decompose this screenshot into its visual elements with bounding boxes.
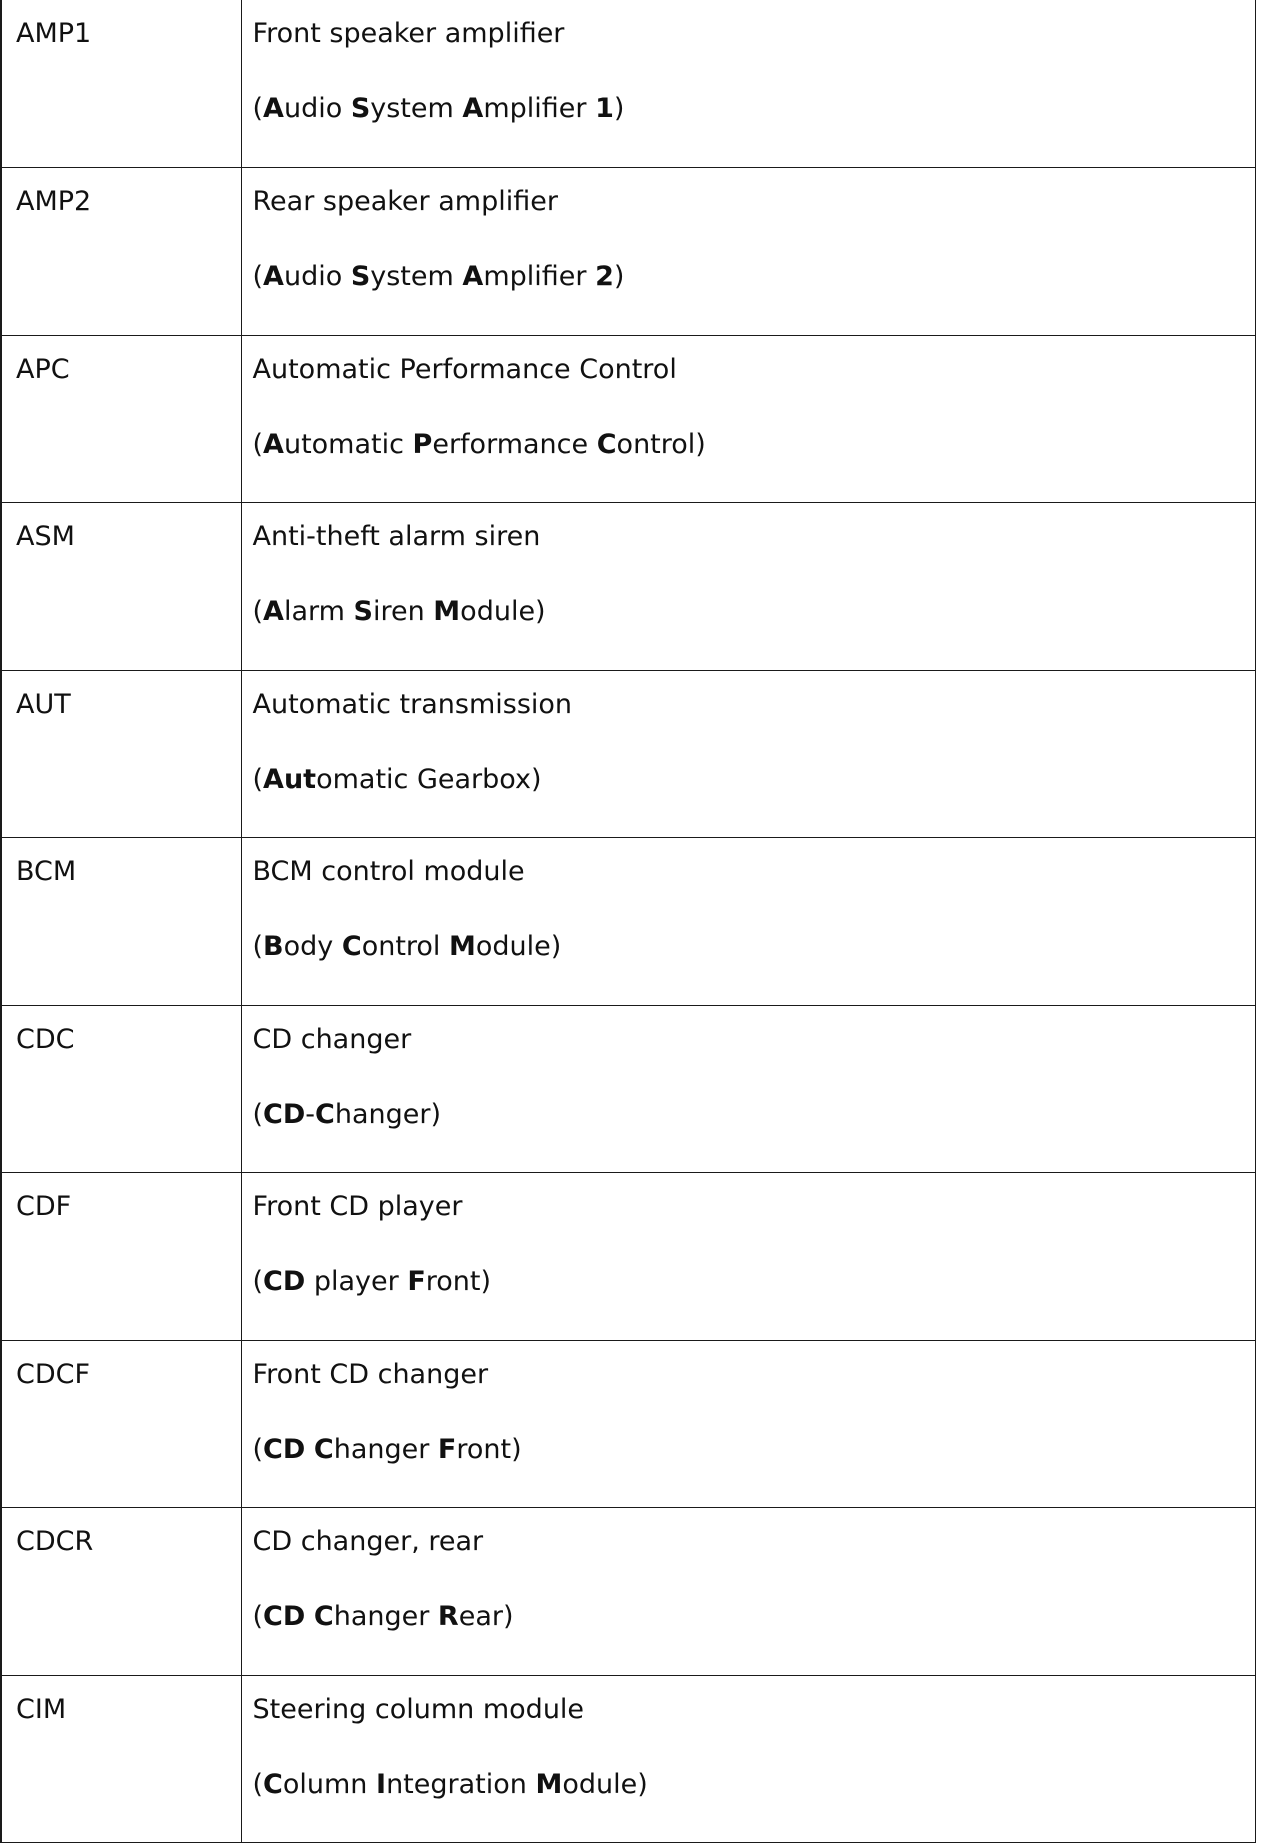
expansion-bold-segment: C	[596, 428, 617, 460]
expansion-bold-segment: I	[376, 1768, 387, 1800]
expansion-bold-segment: S	[353, 596, 373, 627]
description-cell	[241, 1508, 1255, 1676]
expansion-text	[253, 1603, 1255, 1630]
expansion-segment: omatic Gearbox)	[316, 763, 542, 795]
expansion-bold-segment: A	[263, 93, 284, 124]
expansion-bold-segment: M	[535, 1768, 563, 1800]
expansion-segment: ystem	[370, 93, 463, 124]
abbreviation-cell	[1, 335, 241, 503]
table-row	[1, 1340, 1255, 1508]
expansion-bold-segment: M	[433, 596, 461, 627]
expansion-bold-segment: 2	[595, 261, 614, 292]
abbreviation-cell	[1, 670, 241, 838]
expansion-segment: ront)	[425, 1266, 492, 1297]
expansion-text	[253, 1268, 1255, 1295]
table-row	[1, 335, 1255, 503]
expansion-bold-segment: CD	[263, 1266, 306, 1297]
expansion-segment: (	[252, 93, 264, 124]
expansion-segment: (	[252, 931, 264, 962]
description-text: CD changer, rear	[252, 1526, 484, 1557]
expansion-text	[253, 95, 1255, 122]
table-row	[1, 1005, 1255, 1173]
expansion-segment: larm	[283, 596, 354, 627]
abbreviation-code: AMP1	[16, 18, 92, 49]
expansion-bold-segment: A	[263, 428, 284, 460]
expansion-text	[253, 933, 1255, 960]
expansion-bold-segment: C	[341, 931, 362, 962]
expansion-segment: mplifier	[483, 93, 596, 124]
expansion-segment: mplifier	[483, 261, 596, 292]
expansion-bold-segment: F	[437, 1433, 457, 1465]
expansion-bold-segment: 1	[595, 93, 614, 124]
expansion-segment: )	[613, 261, 625, 292]
expansion-segment: hanger)	[334, 1098, 442, 1130]
expansion-bold-segment: A	[462, 261, 484, 292]
expansion-bold-segment: P	[412, 428, 433, 460]
expansion-bold-segment: C	[313, 1433, 334, 1465]
description-cell	[241, 503, 1255, 671]
expansion-segment: (	[252, 1098, 264, 1130]
expansion-bold-segment: R	[437, 1601, 459, 1632]
description-cell	[241, 838, 1255, 1006]
expansion-segment: odule)	[475, 931, 562, 962]
expansion-segment: olumn	[282, 1768, 377, 1800]
description-text: Automatic Performance Control	[252, 353, 677, 385]
description-text: Automatic transmission	[252, 688, 573, 720]
expansion-segment: udio	[283, 261, 351, 292]
expansion-bold-segment: S	[350, 261, 371, 292]
expansion-bold-segment: C	[263, 1768, 283, 1800]
abbreviation-cell	[1, 503, 241, 671]
expansion-bold-segment: CD	[263, 1601, 306, 1632]
description-cell	[241, 168, 1255, 336]
abbreviation-code: CDCF	[16, 1358, 91, 1390]
description-text: Front speaker amplifier	[252, 18, 565, 49]
expansion-bold-segment: C	[315, 1098, 335, 1130]
description-text: Front CD player	[252, 1191, 463, 1222]
expansion-segment: (	[252, 261, 264, 292]
expansion-segment: udio	[283, 93, 351, 124]
expansion-segment: odule)	[460, 596, 546, 627]
table-row	[1, 168, 1255, 336]
description-cell	[241, 1675, 1255, 1843]
description-cell	[241, 0, 1255, 168]
expansion-segment: (	[252, 1768, 264, 1800]
expansion-segment: ear)	[458, 1601, 514, 1632]
expansion-text	[252, 763, 1255, 795]
expansion-segment: ystem	[370, 261, 463, 292]
expansion-text	[253, 263, 1255, 290]
abbreviation-cell	[1, 1173, 241, 1341]
expansion-segment: ront)	[456, 1433, 522, 1465]
expansion-segment	[305, 1601, 314, 1632]
expansion-bold-segment: A	[263, 596, 284, 627]
table-row	[1, 838, 1255, 1006]
expansion-text	[253, 598, 1255, 625]
abbreviation-cell	[1, 0, 241, 168]
expansion-segment: player	[305, 1266, 408, 1297]
description-text: Anti-theft alarm siren	[252, 521, 541, 552]
expansion-segment: ody	[283, 931, 342, 962]
table-row	[1, 1675, 1255, 1843]
expansion-bold-segment: S	[350, 93, 371, 124]
expansion-text	[252, 428, 1255, 460]
expansion-segment: (	[252, 763, 264, 795]
expansion-bold-segment: M	[449, 931, 476, 962]
expansion-text	[252, 1768, 1255, 1800]
description-text: Front CD changer	[252, 1358, 489, 1390]
table-row	[1, 1173, 1255, 1341]
abbreviation-cell	[1, 168, 241, 336]
expansion-bold-segment: Aut	[263, 763, 317, 795]
table-body	[1, 0, 1255, 1843]
description-cell	[241, 1173, 1255, 1341]
expansion-segment: ntegration	[386, 1768, 536, 1800]
expansion-segment: iren	[372, 596, 434, 627]
abbreviation-code: CDC	[16, 1023, 75, 1055]
abbreviation-code: BCM	[16, 856, 77, 887]
description-cell	[241, 670, 1255, 838]
expansion-segment: ontrol	[361, 931, 450, 962]
table-row	[1, 670, 1255, 838]
abbreviation-cell	[1, 1340, 241, 1508]
expansion-text	[252, 1098, 1255, 1130]
abbreviation-code: ASM	[16, 521, 75, 552]
abbreviation-cell	[1, 1005, 241, 1173]
expansion-segment: utomatic	[283, 428, 413, 460]
description-text: BCM control module	[252, 856, 525, 887]
abbreviation-code: CIM	[16, 1693, 67, 1725]
expansion-bold-segment: C	[313, 1601, 334, 1632]
abbreviation-cell	[1, 838, 241, 1006]
expansion-segment	[305, 1434, 314, 1465]
description-cell	[241, 1005, 1255, 1173]
description-cell	[241, 1340, 1255, 1508]
abbreviation-code: AMP2	[16, 186, 92, 217]
description-text: Steering column module	[252, 1693, 585, 1725]
description-text: Rear speaker amplifier	[252, 186, 558, 217]
expansion-bold-segment: CD	[263, 1098, 306, 1130]
expansion-bold-segment: A	[462, 93, 484, 124]
abbreviation-cell	[1, 1508, 241, 1676]
abbreviation-code: CDF	[16, 1191, 72, 1222]
expansion-segment: (	[252, 1601, 264, 1632]
expansion-segment: )	[613, 93, 625, 124]
expansion-segment: ontrol)	[616, 428, 706, 460]
expansion-segment: (	[252, 1433, 264, 1465]
expansion-segment: -	[305, 1098, 316, 1130]
expansion-bold-segment: B	[263, 931, 284, 962]
expansion-segment: hanger	[333, 1601, 438, 1632]
abbreviation-code: APC	[16, 353, 70, 385]
expansion-segment: odule)	[562, 1768, 648, 1800]
description-cell	[241, 335, 1255, 503]
expansion-bold-segment: F	[407, 1266, 426, 1297]
table-row	[1, 503, 1255, 671]
expansion-segment: (	[252, 428, 264, 460]
abbreviation-code: AUT	[16, 688, 71, 720]
expansion-segment: erformance	[432, 428, 597, 460]
expansion-bold-segment: CD	[263, 1433, 306, 1465]
description-text: CD changer	[252, 1023, 412, 1055]
expansion-segment: (	[252, 596, 264, 627]
abbreviation-cell	[1, 1675, 241, 1843]
expansion-text	[252, 1433, 1255, 1465]
table-row	[1, 0, 1255, 168]
expansion-bold-segment: A	[263, 261, 284, 292]
abbreviation-code: CDCR	[16, 1526, 94, 1557]
expansion-segment: hanger	[333, 1433, 438, 1465]
expansion-segment: (	[252, 1266, 264, 1297]
table-row	[1, 1508, 1255, 1676]
